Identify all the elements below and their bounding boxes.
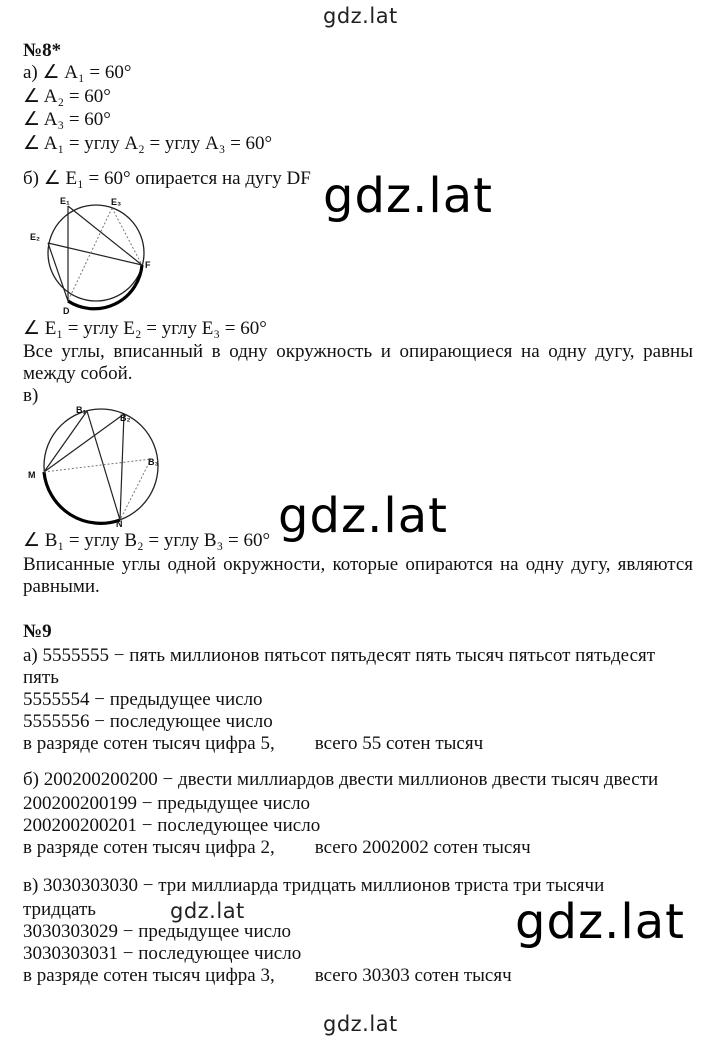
task8-v-result: ∠ B₁ = углу B₂ = углу B₃ = 60° <box>23 530 271 551</box>
task9-c-next: 3030303031 − последующее число <box>23 943 302 964</box>
task8-b-line: б) ∠ E₁ = 60° опирается на дугу DF <box>23 168 311 189</box>
label-b2: B₂ <box>120 413 131 423</box>
task8-a-line-1: а) ∠ A₁ = 60° <box>23 62 132 83</box>
task8-v-conclusion: Вписанные углы одной окружности, которые опираются на одну дугу, являются равными. <box>23 554 693 597</box>
task9-c-line-2: тридцать <box>23 899 96 920</box>
task8-v-label: в) <box>23 385 39 406</box>
label-b1: B₁ <box>76 405 87 415</box>
circle-figure-e <box>24 193 164 318</box>
label-d: D <box>63 306 70 316</box>
task9-b-line-1: б) 200200200200 − двести миллиардов двести миллионов двести тысяч двести <box>23 769 659 790</box>
task9-c-total: всего 30303 сотен тысяч <box>314 965 512 986</box>
task9-b-prev: 200200200199 − предыдущее число <box>23 793 311 814</box>
watermark-low-big: gdz.lat <box>515 894 685 950</box>
task9-a-total: всего 55 сотен тысяч <box>314 733 484 754</box>
task8-b-result: ∠ E₁ = углу E₂ = углу E₃ = 60° <box>23 318 267 339</box>
task9-a-prev: 5555554 − предыдущее число <box>23 689 263 710</box>
task9-c-digit: в разряде сотен тысяч цифра 3, <box>23 965 275 986</box>
task9-title: №9 <box>23 621 52 642</box>
task9-b-digit-row <box>23 837 531 859</box>
task8-a-line-2: ∠ A₂ = 60° <box>23 86 111 107</box>
task9-a-digit-row <box>23 733 483 755</box>
label-e2: E₂ <box>30 232 41 242</box>
label-b3: B₃ <box>148 457 159 467</box>
task9-c-digit-row <box>23 965 512 987</box>
label-n: N <box>116 519 123 529</box>
task9-a-next: 5555556 − последующее число <box>23 711 273 732</box>
task9-c-prev: 3030303029 − предыдущее число <box>23 921 292 942</box>
label-f: F <box>145 260 151 270</box>
task8-b-conclusion: Все углы, вписанный в одну окружность и опирающиеся на одну дугу, равны между собой. <box>23 341 693 384</box>
task9-b-digit: в разряде сотен тысяч цифра 2, <box>23 837 275 858</box>
label-e3: E₃ <box>111 197 122 207</box>
task9-b-total: всего 2002002 сотен тысяч <box>314 837 531 858</box>
label-m: M <box>28 470 36 480</box>
watermark-top: gdz.lat <box>323 4 398 28</box>
task9-c-line-1: в) 3030303030 − три миллиарда тридцать миллионов триста три тысячи <box>23 875 605 896</box>
task8-a-line-3: ∠ A₃ = 60° <box>23 109 111 130</box>
watermark-mid-2: gdz.lat <box>278 488 448 544</box>
task8-title: №8* <box>23 40 62 61</box>
label-e1: E₁ <box>60 196 70 206</box>
task9-a-line-2: пять <box>23 667 59 688</box>
task9-b-next: 200200200201 − последующее число <box>23 815 321 836</box>
watermark-low-small: gdz.lat <box>170 899 245 923</box>
watermark-mid-1: gdz.lat <box>323 168 493 224</box>
task9-a-line-1: а) 5555555 − пять миллионов пятьсот пятьдесят пять тысяч пятьсот пятьдесят <box>23 645 656 666</box>
task9-a-digit: в разряде сотен тысяч цифра 5, <box>23 733 275 754</box>
circle-figure-b <box>24 402 174 530</box>
task8-a-line-4: ∠ A₁ = углу A₂ = углу A₃ = 60° <box>23 133 273 154</box>
watermark-bottom: gdz.lat <box>323 1012 398 1036</box>
